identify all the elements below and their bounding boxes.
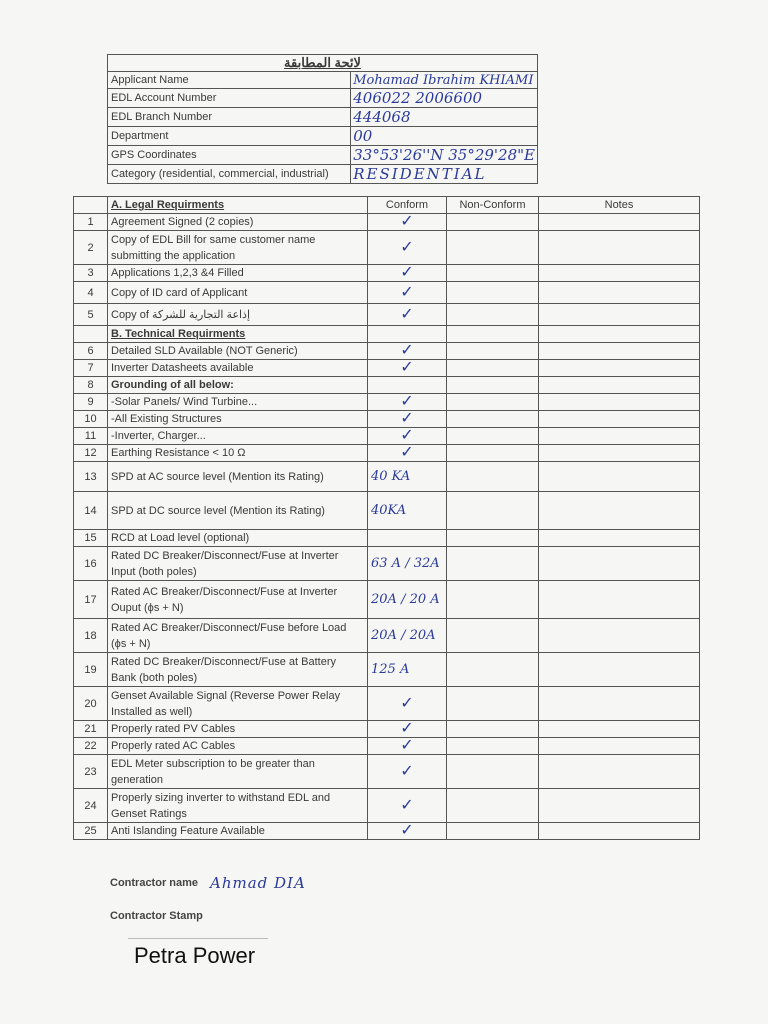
conform-cell: ✓ — [368, 738, 447, 755]
notes-cell — [539, 343, 700, 360]
requirement-text: EDL Meter subscription to be greater than generation — [108, 755, 368, 789]
row-number: 16 — [74, 547, 108, 581]
conform-cell: ✓ — [368, 282, 447, 304]
applicant-name-value: Mohamad Ibrahim KHIAMI — [351, 72, 538, 89]
table-row — [74, 428, 700, 445]
table-row — [74, 619, 700, 653]
notes-cell — [539, 687, 700, 721]
section-b-cell — [447, 326, 539, 343]
nonconform-cell — [447, 530, 539, 547]
nonconform-cell — [447, 343, 539, 360]
row-number: 2 — [74, 231, 108, 265]
row-number: 8 — [74, 377, 108, 394]
notes-cell — [539, 530, 700, 547]
gps-value: 33°53'26''N 35°29'28"E — [351, 146, 538, 165]
applicant-name-label: Applicant Name — [108, 72, 351, 89]
edl-branch-label: EDL Branch Number — [108, 108, 351, 127]
conform-cell: ✓ — [368, 823, 447, 840]
conform-cell: ✓ — [368, 789, 447, 823]
notes-cell — [539, 428, 700, 445]
notes-cell — [539, 653, 700, 687]
contractor-name-label: Contractor name — [110, 877, 199, 889]
requirement-text: Copy of إذاعة التجارية للشركة — [108, 304, 368, 326]
category-value: RESIDENTIAL — [351, 165, 538, 184]
row-number: 6 — [74, 343, 108, 360]
requirement-text: Copy of EDL Bill for same customer name submitting the application — [108, 231, 368, 265]
table-row — [74, 653, 700, 687]
table-row — [74, 462, 700, 492]
notes-cell — [539, 377, 700, 394]
department-label: Department — [108, 127, 351, 146]
requirement-text: -Solar Panels/ Wind Turbine... — [108, 394, 368, 411]
notes-cell — [539, 265, 700, 282]
table-row — [74, 823, 700, 840]
notes-cell — [539, 360, 700, 377]
table-row — [74, 530, 700, 547]
notes-cell — [539, 823, 700, 840]
table-row — [74, 547, 700, 581]
row-number: 17 — [74, 581, 108, 619]
section-b-num — [74, 326, 108, 343]
contractor-name-value: Ahmad DIA — [210, 874, 306, 892]
conform-cell — [368, 377, 447, 394]
nonconform-cell — [447, 428, 539, 445]
conform-cell: ✓ — [368, 304, 447, 326]
table-row — [74, 304, 700, 326]
gps-label: GPS Coordinates — [108, 146, 351, 165]
table-row — [74, 394, 700, 411]
nonconform-cell — [447, 377, 539, 394]
row-number: 11 — [74, 428, 108, 445]
table-row — [74, 445, 700, 462]
notes-cell — [539, 755, 700, 789]
row-number: 21 — [74, 721, 108, 738]
requirement-text: SPD at AC source level (Mention its Rating) — [108, 462, 368, 492]
nonconform-cell — [447, 265, 539, 282]
applicant-info-table — [107, 54, 538, 184]
notes-cell — [539, 492, 700, 530]
conform-cell: ✓ — [368, 428, 447, 445]
row-number: 13 — [74, 462, 108, 492]
table-row — [74, 214, 700, 231]
conform-cell: 63 A / 32A — [368, 547, 447, 581]
conform-cell: ✓ — [368, 394, 447, 411]
notes-cell — [539, 462, 700, 492]
nonconform-cell — [447, 755, 539, 789]
conform-cell: 20A / 20 A — [368, 581, 447, 619]
row-number: 19 — [74, 653, 108, 687]
conform-cell: ✓ — [368, 231, 447, 265]
row-number: 3 — [74, 265, 108, 282]
conform-cell: ✓ — [368, 343, 447, 360]
form-title: لائحة المطابقة — [108, 55, 538, 72]
table-row — [74, 265, 700, 282]
notes-cell — [539, 411, 700, 428]
nonconform-cell — [447, 360, 539, 377]
table-row — [74, 411, 700, 428]
conform-cell: ✓ — [368, 411, 447, 428]
nonconform-cell — [447, 304, 539, 326]
table-row — [74, 360, 700, 377]
table-row — [74, 282, 700, 304]
edl-account-label: EDL Account Number — [108, 89, 351, 108]
conform-cell — [368, 530, 447, 547]
nonconform-cell — [447, 581, 539, 619]
nonconform-cell — [447, 411, 539, 428]
requirement-text: -Inverter, Charger... — [108, 428, 368, 445]
conform-cell: ✓ — [368, 445, 447, 462]
requirement-text: Earthing Resistance < 10 Ω — [108, 445, 368, 462]
nonconform-cell — [447, 547, 539, 581]
contractor-stamp-label: Contractor Stamp — [110, 910, 203, 922]
requirement-text: Grounding of all below: — [108, 377, 368, 394]
requirement-text: Copy of ID card of Applicant — [108, 282, 368, 304]
requirement-text: SPD at DC source level (Mention its Rating) — [108, 492, 368, 530]
section-b-title: B. Technical Requirments — [108, 326, 368, 343]
requirement-text: Properly rated PV Cables — [108, 721, 368, 738]
notes-cell — [539, 231, 700, 265]
row-number: 1 — [74, 214, 108, 231]
table-row — [74, 581, 700, 619]
table-row — [74, 789, 700, 823]
conform-cell: ✓ — [368, 360, 447, 377]
requirement-text: RCD at Load level (optional) — [108, 530, 368, 547]
conform-cell: ✓ — [368, 721, 447, 738]
nonconform-cell — [447, 687, 539, 721]
table-row — [74, 755, 700, 789]
table-row — [74, 738, 700, 755]
requirement-text: -All Existing Structures — [108, 411, 368, 428]
requirement-text: Agreement Signed (2 copies) — [108, 214, 368, 231]
notes-header: Notes — [539, 197, 700, 214]
requirement-text: Rated DC Breaker/Disconnect/Fuse at Inverter Input (both poles) — [108, 547, 368, 581]
conform-cell: ✓ — [368, 214, 447, 231]
notes-cell — [539, 304, 700, 326]
row-number: 18 — [74, 619, 108, 653]
nonconform-cell — [447, 231, 539, 265]
nonconform-cell — [447, 492, 539, 530]
table-row — [74, 492, 700, 530]
category-label: Category (residential, commercial, industrial) — [108, 165, 351, 184]
requirement-text: Rated AC Breaker/Disconnect/Fuse before Load (ϕs + N) — [108, 619, 368, 653]
nonconform-cell — [447, 394, 539, 411]
row-number: 20 — [74, 687, 108, 721]
row-number: 24 — [74, 789, 108, 823]
edl-branch-value: 444068 — [351, 108, 538, 127]
contractor-stamp: Petra Power — [128, 938, 268, 979]
conform-cell: 20A / 20A — [368, 619, 447, 653]
requirement-text: Genset Available Signal (Reverse Power Relay Installed as well) — [108, 687, 368, 721]
row-number: 14 — [74, 492, 108, 530]
nonconform-cell — [447, 445, 539, 462]
conform-cell: 125 A — [368, 653, 447, 687]
row-number: 9 — [74, 394, 108, 411]
requirement-text: Anti Islanding Feature Available — [108, 823, 368, 840]
requirement-text: Inverter Datasheets available — [108, 360, 368, 377]
num-header — [74, 197, 108, 214]
table-row — [74, 721, 700, 738]
notes-cell — [539, 214, 700, 231]
section-b-cell — [368, 326, 447, 343]
notes-cell — [539, 721, 700, 738]
notes-cell — [539, 581, 700, 619]
nonconform-cell — [447, 721, 539, 738]
row-number: 25 — [74, 823, 108, 840]
requirement-text: Applications 1,2,3 &4 Filled — [108, 265, 368, 282]
notes-cell — [539, 282, 700, 304]
nonconform-header: Non-Conform — [447, 197, 539, 214]
conform-cell: ✓ — [368, 755, 447, 789]
table-row — [74, 231, 700, 265]
row-number: 4 — [74, 282, 108, 304]
requirement-text: Properly rated AC Cables — [108, 738, 368, 755]
conform-cell: ✓ — [368, 687, 447, 721]
requirement-text: Rated AC Breaker/Disconnect/Fuse at Inverter Ouput (ϕs + N) — [108, 581, 368, 619]
notes-cell — [539, 619, 700, 653]
nonconform-cell — [447, 653, 539, 687]
edl-account-value: 406022 2006600 — [351, 89, 538, 108]
requirement-text: Rated DC Breaker/Disconnect/Fuse at Battery Bank (both poles) — [108, 653, 368, 687]
nonconform-cell — [447, 462, 539, 492]
row-number: 7 — [74, 360, 108, 377]
nonconform-cell — [447, 823, 539, 840]
requirement-text: Properly sizing inverter to withstand EDL and Genset Ratings — [108, 789, 368, 823]
conform-cell: 40KA — [368, 492, 447, 530]
section-b-cell — [539, 326, 700, 343]
nonconform-cell — [447, 738, 539, 755]
requirement-text: Detailed SLD Available (NOT Generic) — [108, 343, 368, 360]
notes-cell — [539, 445, 700, 462]
row-number: 15 — [74, 530, 108, 547]
row-number: 12 — [74, 445, 108, 462]
table-row — [74, 687, 700, 721]
table-row — [74, 377, 700, 394]
nonconform-cell — [447, 619, 539, 653]
notes-cell — [539, 738, 700, 755]
nonconform-cell — [447, 214, 539, 231]
nonconform-cell — [447, 789, 539, 823]
row-number: 10 — [74, 411, 108, 428]
section-a-title: A. Legal Requirments — [111, 199, 225, 211]
conform-cell: ✓ — [368, 265, 447, 282]
conform-cell: 40 KA — [368, 462, 447, 492]
notes-cell — [539, 394, 700, 411]
row-number: 5 — [74, 304, 108, 326]
conform-header: Conform — [368, 197, 447, 214]
notes-cell — [539, 789, 700, 823]
section-a-heading — [108, 197, 368, 214]
requirements-table — [73, 196, 700, 840]
row-number: 22 — [74, 738, 108, 755]
table-row — [74, 343, 700, 360]
department-value: 00 — [351, 127, 538, 146]
row-number: 23 — [74, 755, 108, 789]
nonconform-cell — [447, 282, 539, 304]
notes-cell — [539, 547, 700, 581]
